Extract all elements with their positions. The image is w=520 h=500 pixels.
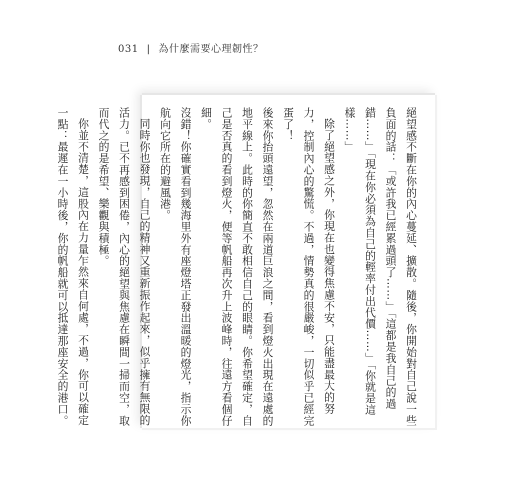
paragraph-5: 同時你也發現，自己的精神又重新振作起來，似乎擁有無限的活力。已不再感到困倦，內心的絕望與焦慮在瞬間一掃而空，取而代之的是希望、樂觀與積極。	[97, 107, 152, 427]
paragraph-2: 除了絕望感之外，你現在也變得焦慮不安，只能盡最大的努力，控制內心的驚慌。不過，情勢真的很嚴峻，一切似乎已經完蛋了！	[282, 107, 336, 427]
header-divider: |	[146, 44, 151, 55]
page-number: 031	[118, 44, 139, 55]
book-page	[56, 95, 435, 428]
page-edge	[142, 428, 437, 430]
page-edge	[435, 95, 437, 428]
body-text	[52, 107, 421, 427]
chapter-title: 為什麼需要心理韌性？	[158, 44, 264, 55]
paragraph-6: 你並不清楚，這股內在力量乍然來自何處，不過，你可以確定一點：最遲在一小時後，你的帆船就可以抵達那座安全的港口。	[56, 107, 90, 427]
paragraph-3: 後來你抬頭遠望，忽然在兩道巨浪之間，看到燈火出現在遠處的地平線上。此時的你簡直不敢相信自己的眼睛。你希望確定，自己是否真的看到燈火，便等帆船再次升上波峰時，往遠方看個仔細。	[200, 107, 275, 427]
running-header	[118, 40, 263, 55]
paragraph-4: 沒錯！你確實看到幾海里外有座燈塔正發出溫暖的燈光，指示你航向它所在的避風港。	[159, 107, 193, 427]
paragraph-1: 絕望感不斷在你的內心蔓延、擴散。隨後，你開始對自己說一些負面的話：「或許我已經累過頭了……」「這都是我自己的過錯……」「現在你必須為自己的輕率付出代價……」「你就是這樣……」	[343, 107, 418, 427]
